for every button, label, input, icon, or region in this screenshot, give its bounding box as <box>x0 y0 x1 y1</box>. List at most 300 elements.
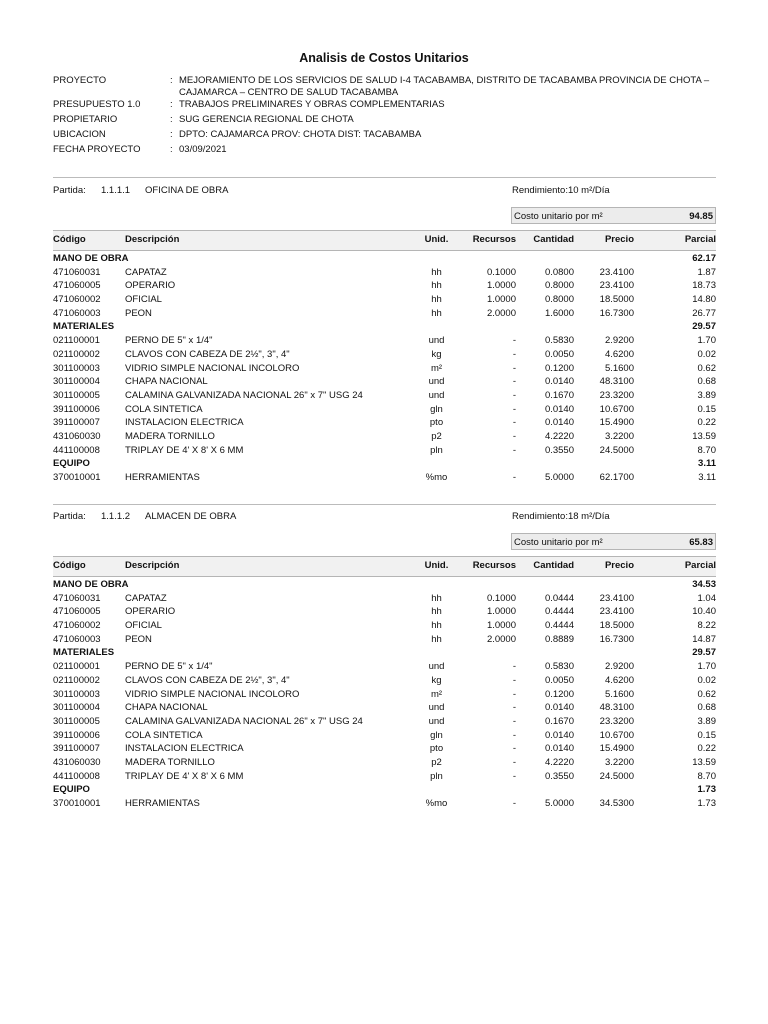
cell-parcial: 3.89 <box>697 715 716 727</box>
column-header-recursos: Recursos <box>472 234 516 245</box>
cell-unid: p2 <box>431 430 442 442</box>
group-header <box>53 578 716 592</box>
unit-cost-label: Costo unitario por m² <box>514 537 603 548</box>
cell-unid: p2 <box>431 756 442 768</box>
cell-code: 391100006 <box>53 403 100 415</box>
cell-unid: hh <box>431 266 442 278</box>
cell-desc: HERRAMIENTAS <box>125 472 200 483</box>
partida-code: 1.1.1.1 <box>101 185 131 196</box>
cell-desc: CHAPA NACIONAL <box>125 376 208 388</box>
cell-unid: %mo <box>425 798 448 809</box>
partida-line <box>53 510 716 524</box>
cell-recursos: 2.0000 <box>486 307 516 319</box>
cell-cantidad: 0.4444 <box>544 606 574 618</box>
header-row-propietario <box>53 114 723 126</box>
table-row <box>53 375 716 389</box>
column-header-cantidad: Cantidad <box>533 560 574 571</box>
cell-parcial: 0.02 <box>697 674 716 686</box>
cell-parcial: 0.02 <box>697 348 716 360</box>
cell-recursos: 1.0000 <box>486 294 516 306</box>
partida-oficina-de-obra <box>53 184 716 483</box>
cell-code: 431060030 <box>53 430 101 442</box>
cell-cantidad: 0.5830 <box>544 661 574 673</box>
cell-unid: und <box>428 389 445 401</box>
partida-line <box>53 184 716 198</box>
cell-unid: und <box>428 661 445 673</box>
unit-cost-value: 65.83 <box>689 537 713 548</box>
unit-cost-label: Costo unitario por m² <box>514 211 603 222</box>
cell-desc: CLAVOS CON CABEZA DE 2½", 3", 4" <box>125 674 290 686</box>
cell-precio: 23.4100 <box>599 592 634 604</box>
group-total: 34.53 <box>692 579 716 590</box>
cell-unid: hh <box>431 606 442 618</box>
column-header-parcial: Parcial <box>684 234 716 245</box>
section-divider <box>53 177 716 178</box>
cell-desc: TRIPLAY DE 4' X 8' X 6 MM <box>125 444 244 456</box>
cell-recursos: 2.0000 <box>486 633 516 645</box>
table-header <box>53 556 716 577</box>
table-row <box>53 797 716 811</box>
cell-desc: OFICIAL <box>125 620 162 632</box>
header-colon: : <box>170 114 173 125</box>
group-name: EQUIPO <box>53 458 90 470</box>
cell-desc: PEON <box>125 633 152 645</box>
cell-parcial: 14.80 <box>692 294 716 306</box>
table-header <box>53 230 716 251</box>
cell-recursos: - <box>512 389 516 401</box>
cell-parcial: 1.73 <box>697 798 716 809</box>
cell-unid: pto <box>429 743 444 755</box>
table-row <box>53 293 716 307</box>
cell-unid: %mo <box>425 472 448 483</box>
cell-desc: CALAMINA GALVANIZADA NACIONAL 26" x 7" USG 24 <box>125 389 363 401</box>
cell-cantidad: 0.0800 <box>544 266 574 278</box>
cell-precio: 10.6700 <box>599 729 634 741</box>
table-row <box>53 444 716 458</box>
table-row <box>53 279 716 293</box>
header-key: PROPIETARIO <box>53 114 118 125</box>
cell-parcial: 3.11 <box>698 472 716 483</box>
cell-unid: hh <box>431 633 442 645</box>
cell-recursos: 1.0000 <box>486 620 516 632</box>
cell-parcial: 0.68 <box>697 376 716 388</box>
cell-parcial: 13.59 <box>692 430 716 442</box>
table-row <box>53 362 716 376</box>
cell-code: 370010001 <box>53 472 101 483</box>
rendimiento: Rendimiento:18 m²/Día <box>512 511 610 522</box>
column-header-unid: Unid. <box>424 560 449 571</box>
cell-code: 471060005 <box>53 606 101 618</box>
table-row <box>53 592 716 606</box>
cell-code: 471060002 <box>53 294 101 306</box>
cell-parcial: 10.40 <box>692 606 716 618</box>
column-header-unid: Unid. <box>424 234 449 245</box>
cell-cantidad: 0.1200 <box>544 362 574 374</box>
table-row <box>53 307 716 321</box>
table-row <box>53 729 716 743</box>
cell-desc: TRIPLAY DE 4' X 8' X 6 MM <box>125 770 244 782</box>
cell-cantidad: 0.0140 <box>544 403 574 415</box>
cell-cantidad: 5.0000 <box>544 472 574 483</box>
group-header <box>53 457 716 471</box>
cell-cantidad: 0.8000 <box>544 280 574 292</box>
cell-cantidad: 1.6000 <box>544 307 574 319</box>
cell-desc: CAPATAZ <box>125 266 167 278</box>
cell-precio: 48.3100 <box>599 702 634 714</box>
cell-precio: 5.1600 <box>604 688 634 700</box>
table-row <box>53 334 716 348</box>
header-value: DPTO: CAJAMARCA PROV: CHOTA DIST: TACABAMBA <box>179 129 422 140</box>
cell-precio: 23.4100 <box>599 606 634 618</box>
cell-unid: kg <box>431 348 442 360</box>
cell-desc: CALAMINA GALVANIZADA NACIONAL 26" x 7" USG 24 <box>125 715 363 727</box>
cell-desc: OPERARIO <box>125 280 176 292</box>
section-divider <box>53 504 716 505</box>
cell-cantidad: 0.4444 <box>544 620 574 632</box>
header-colon: : <box>170 75 173 86</box>
cell-recursos: - <box>512 472 516 483</box>
table-row <box>53 770 716 784</box>
cell-code: 021100001 <box>53 335 100 347</box>
header-value: SUG GERENCIA REGIONAL DE CHOTA <box>179 114 354 125</box>
cell-unid: und <box>428 335 445 347</box>
header-value: TRABAJOS PRELIMINARES Y OBRAS COMPLEMENTARIAS <box>179 99 445 110</box>
group-name: MANO DE OBRA <box>53 579 129 590</box>
table-body <box>53 578 716 811</box>
cell-recursos: - <box>512 743 516 755</box>
table-row <box>53 416 716 430</box>
cell-unid: und <box>428 702 445 714</box>
cell-parcial: 1.70 <box>697 335 716 347</box>
cell-cantidad: 0.0140 <box>544 417 574 429</box>
partida-description: OFICINA DE OBRA <box>145 185 229 196</box>
table-row <box>53 701 716 715</box>
group-total: 3.11 <box>698 458 716 470</box>
cell-cantidad: 0.0140 <box>544 729 574 741</box>
header-value: MEJORAMIENTO DE LOS SERVICIOS DE SALUD I-4 TACABAMBA, DISTRITO DE TACABAMBA PROVINCIA DE CHOTA – CAJAMARCA – CENTRO DE SALUD TACABAMBA <box>179 75 710 98</box>
cell-precio: 62.1700 <box>599 472 634 483</box>
group-header <box>53 783 716 797</box>
cell-precio: 23.4100 <box>599 280 634 292</box>
cell-parcial: 14.87 <box>692 633 716 645</box>
header-key: UBICACION <box>53 129 106 140</box>
unit-cost-value: 94.85 <box>689 211 713 222</box>
cell-parcial: 8.70 <box>697 444 716 456</box>
cell-desc: MADERA TORNILLO <box>125 430 215 442</box>
cell-desc: COLA SINTETICA <box>125 729 203 741</box>
cell-recursos: - <box>512 688 516 700</box>
cell-cantidad: 4.2220 <box>544 430 574 442</box>
cell-parcial: 18.73 <box>692 280 716 292</box>
cell-code: 471060031 <box>53 592 101 604</box>
cell-unid: pln <box>430 444 443 456</box>
cell-parcial: 8.22 <box>697 620 716 632</box>
table-row <box>53 266 716 280</box>
cell-desc: PERNO DE 5" x 1/4" <box>125 661 213 673</box>
cell-code: 301100004 <box>53 702 100 714</box>
cell-code: 021100002 <box>53 674 100 686</box>
group-total: 29.57 <box>692 647 716 659</box>
column-header-parcial: Parcial <box>684 560 716 571</box>
cell-precio: 24.5000 <box>599 770 634 782</box>
cell-parcial: 0.62 <box>697 362 716 374</box>
cell-recursos: - <box>512 756 516 768</box>
group-header <box>53 252 716 266</box>
cell-code: 431060030 <box>53 756 101 768</box>
unit-cost-box <box>511 207 716 224</box>
cell-desc: MADERA TORNILLO <box>125 756 215 768</box>
cell-recursos: - <box>512 444 516 456</box>
cell-code: 471060003 <box>53 307 101 319</box>
cell-recursos: 0.1000 <box>486 266 516 278</box>
cell-code: 301100005 <box>53 715 100 727</box>
cell-parcial: 8.70 <box>697 770 716 782</box>
partida-code: 1.1.1.2 <box>101 511 131 522</box>
partida-almacen-de-obra <box>53 510 716 809</box>
cell-code: 370010001 <box>53 798 101 809</box>
cell-precio: 3.2200 <box>604 430 634 442</box>
cell-code: 301100003 <box>53 688 100 700</box>
header-row-fecha <box>53 144 723 156</box>
project-header <box>53 75 723 156</box>
cell-desc: INSTALACION ELECTRICA <box>125 417 244 429</box>
column-header-desc: Descripción <box>125 560 180 571</box>
cell-code: 471060005 <box>53 280 101 292</box>
cell-recursos: - <box>512 798 516 809</box>
cell-unid: gln <box>430 403 443 415</box>
cell-parcial: 0.15 <box>697 403 716 415</box>
header-colon: : <box>170 144 173 155</box>
cell-code: 391100007 <box>53 743 100 755</box>
cell-code: 301100005 <box>53 389 100 401</box>
table-row <box>53 403 716 417</box>
cell-desc: VIDRIO SIMPLE NACIONAL INCOLORO <box>125 362 300 374</box>
cell-precio: 23.3200 <box>599 715 634 727</box>
cell-parcial: 0.62 <box>697 688 716 700</box>
cell-cantidad: 0.1200 <box>544 688 574 700</box>
table-row <box>53 742 716 756</box>
cell-recursos: - <box>512 770 516 782</box>
column-header-code: Código <box>53 560 86 571</box>
cell-desc: HERRAMIENTAS <box>125 798 200 809</box>
cell-recursos: - <box>512 362 516 374</box>
cell-cantidad: 0.0140 <box>544 702 574 714</box>
table-row <box>53 660 716 674</box>
cell-cantidad: 0.0050 <box>544 348 574 360</box>
cell-parcial: 1.87 <box>697 266 716 278</box>
cell-recursos: - <box>512 376 516 388</box>
cell-precio: 15.4900 <box>599 743 634 755</box>
cell-cantidad: 0.0444 <box>544 592 574 604</box>
cell-precio: 23.3200 <box>599 389 634 401</box>
cell-recursos: - <box>512 348 516 360</box>
cell-recursos: - <box>512 661 516 673</box>
cell-precio: 16.7300 <box>599 633 634 645</box>
cell-cantidad: 0.0140 <box>544 376 574 388</box>
group-header <box>53 646 716 660</box>
cell-cantidad: 4.2220 <box>544 756 574 768</box>
rendimiento: Rendimiento:10 m²/Día <box>512 185 610 196</box>
table-row <box>53 633 716 647</box>
cell-code: 471060003 <box>53 633 101 645</box>
cell-unid: hh <box>431 294 442 306</box>
header-row-ubicacion <box>53 129 723 141</box>
column-header-code: Código <box>53 234 86 245</box>
cell-cantidad: 0.3550 <box>544 770 574 782</box>
cell-unid: hh <box>431 280 442 292</box>
cell-unid: m² <box>430 362 443 374</box>
cell-recursos: 1.0000 <box>486 280 516 292</box>
cell-precio: 23.4100 <box>599 266 634 278</box>
cell-cantidad: 0.0050 <box>544 674 574 686</box>
group-total: 1.73 <box>697 784 716 796</box>
cell-desc: OFICIAL <box>125 294 162 306</box>
cell-precio: 2.9200 <box>604 661 634 673</box>
cell-cantidad: 0.1670 <box>544 715 574 727</box>
cell-precio: 15.4900 <box>599 417 634 429</box>
cell-desc: VIDRIO SIMPLE NACIONAL INCOLORO <box>125 688 300 700</box>
header-key: PRESUPUESTO 1.0 <box>53 99 141 110</box>
cell-parcial: 0.68 <box>697 702 716 714</box>
header-key: PROYECTO <box>53 75 107 86</box>
group-name: MANO DE OBRA <box>53 253 129 264</box>
table-row <box>53 348 716 362</box>
cell-code: 021100002 <box>53 348 100 360</box>
cell-cantidad: 0.0140 <box>544 743 574 755</box>
cell-desc: INSTALACION ELECTRICA <box>125 743 244 755</box>
cell-code: 441100008 <box>53 444 100 456</box>
group-header <box>53 320 716 334</box>
cell-precio: 18.5000 <box>599 620 634 632</box>
table-row <box>53 471 716 485</box>
table-body <box>53 252 716 485</box>
header-value: 03/09/2021 <box>179 144 227 155</box>
column-header-precio: Precio <box>604 560 634 571</box>
cell-unid: kg <box>431 674 442 686</box>
group-name: MATERIALES <box>53 647 115 659</box>
cell-recursos: - <box>512 430 516 442</box>
column-header-recursos: Recursos <box>472 560 516 571</box>
cell-unid: gln <box>430 729 443 741</box>
cell-code: 021100001 <box>53 661 100 673</box>
cell-unid: pln <box>430 770 443 782</box>
cell-desc: OPERARIO <box>125 606 176 618</box>
table-row <box>53 430 716 444</box>
cell-desc: COLA SINTETICA <box>125 403 203 415</box>
cell-precio: 4.6200 <box>604 674 634 686</box>
cell-parcial: 0.15 <box>697 729 716 741</box>
cell-precio: 5.1600 <box>604 362 634 374</box>
unit-cost-box <box>511 533 716 550</box>
cell-cantidad: 0.3550 <box>544 444 574 456</box>
cell-parcial: 26.77 <box>692 307 716 319</box>
cell-precio: 48.3100 <box>599 376 634 388</box>
cell-unid: pto <box>429 417 444 429</box>
header-row-proyecto <box>53 75 723 99</box>
cell-parcial: 1.70 <box>697 661 716 673</box>
cell-code: 391100006 <box>53 729 100 741</box>
cell-desc: CHAPA NACIONAL <box>125 702 208 714</box>
cell-desc: PERNO DE 5" x 1/4" <box>125 335 213 347</box>
table-row <box>53 619 716 633</box>
cell-code: 471060031 <box>53 266 101 278</box>
cell-recursos: - <box>512 674 516 686</box>
column-header-desc: Descripción <box>125 234 180 245</box>
cell-cantidad: 0.5830 <box>544 335 574 347</box>
cell-code: 301100004 <box>53 376 100 388</box>
cell-code: 301100003 <box>53 362 100 374</box>
group-name: MATERIALES <box>53 321 115 333</box>
cell-precio: 24.5000 <box>599 444 634 456</box>
header-row-presupuesto <box>53 99 723 111</box>
table-row <box>53 605 716 619</box>
cell-parcial: 13.59 <box>692 756 716 768</box>
cell-code: 471060002 <box>53 620 101 632</box>
cell-code: 441100008 <box>53 770 100 782</box>
cell-precio: 3.2200 <box>604 756 634 768</box>
header-colon: : <box>170 99 173 110</box>
cell-recursos: - <box>512 417 516 429</box>
cell-recursos: - <box>512 702 516 714</box>
group-total: 29.57 <box>692 321 716 333</box>
cell-parcial: 3.89 <box>697 389 716 401</box>
cell-recursos: - <box>512 335 516 347</box>
header-colon: : <box>170 129 173 140</box>
cell-unid: m² <box>430 688 443 700</box>
cell-precio: 10.6700 <box>599 403 634 415</box>
cell-recursos: 1.0000 <box>486 606 516 618</box>
cell-precio: 2.9200 <box>604 335 634 347</box>
cell-recursos: 0.1000 <box>486 592 516 604</box>
group-total: 62.17 <box>692 253 716 264</box>
cell-unid: hh <box>431 592 442 604</box>
cell-recursos: - <box>512 729 516 741</box>
group-name: EQUIPO <box>53 784 90 796</box>
cell-desc: CLAVOS CON CABEZA DE 2½", 3", 4" <box>125 348 290 360</box>
cell-precio: 34.5300 <box>599 798 634 809</box>
column-header-cantidad: Cantidad <box>533 234 574 245</box>
partida-description: ALMACEN DE OBRA <box>145 511 237 522</box>
table-row <box>53 674 716 688</box>
table-row <box>53 389 716 403</box>
cell-parcial: 0.22 <box>697 417 716 429</box>
cell-parcial: 0.22 <box>697 743 716 755</box>
cell-parcial: 1.04 <box>697 592 716 604</box>
cell-recursos: - <box>512 715 516 727</box>
cell-code: 391100007 <box>53 417 100 429</box>
cell-cantidad: 0.1670 <box>544 389 574 401</box>
partida-label: Partida: <box>53 185 86 196</box>
partida-label: Partida: <box>53 511 86 522</box>
header-key: FECHA PROYECTO <box>53 144 141 155</box>
column-header-precio: Precio <box>604 234 634 245</box>
table-row <box>53 688 716 702</box>
table-row <box>53 756 716 770</box>
cell-desc: PEON <box>125 307 152 319</box>
cell-unid: und <box>428 715 445 727</box>
cell-desc: CAPATAZ <box>125 592 167 604</box>
cell-cantidad: 5.0000 <box>544 798 574 809</box>
cell-precio: 16.7300 <box>599 307 634 319</box>
cell-cantidad: 0.8000 <box>544 294 574 306</box>
cell-unid: und <box>428 376 445 388</box>
cell-unid: hh <box>431 307 442 319</box>
table-row <box>53 715 716 729</box>
page-title: Analisis de Costos Unitarios <box>299 51 469 65</box>
cell-precio: 4.6200 <box>604 348 634 360</box>
cell-precio: 18.5000 <box>599 294 634 306</box>
cell-cantidad: 0.8889 <box>544 633 574 645</box>
